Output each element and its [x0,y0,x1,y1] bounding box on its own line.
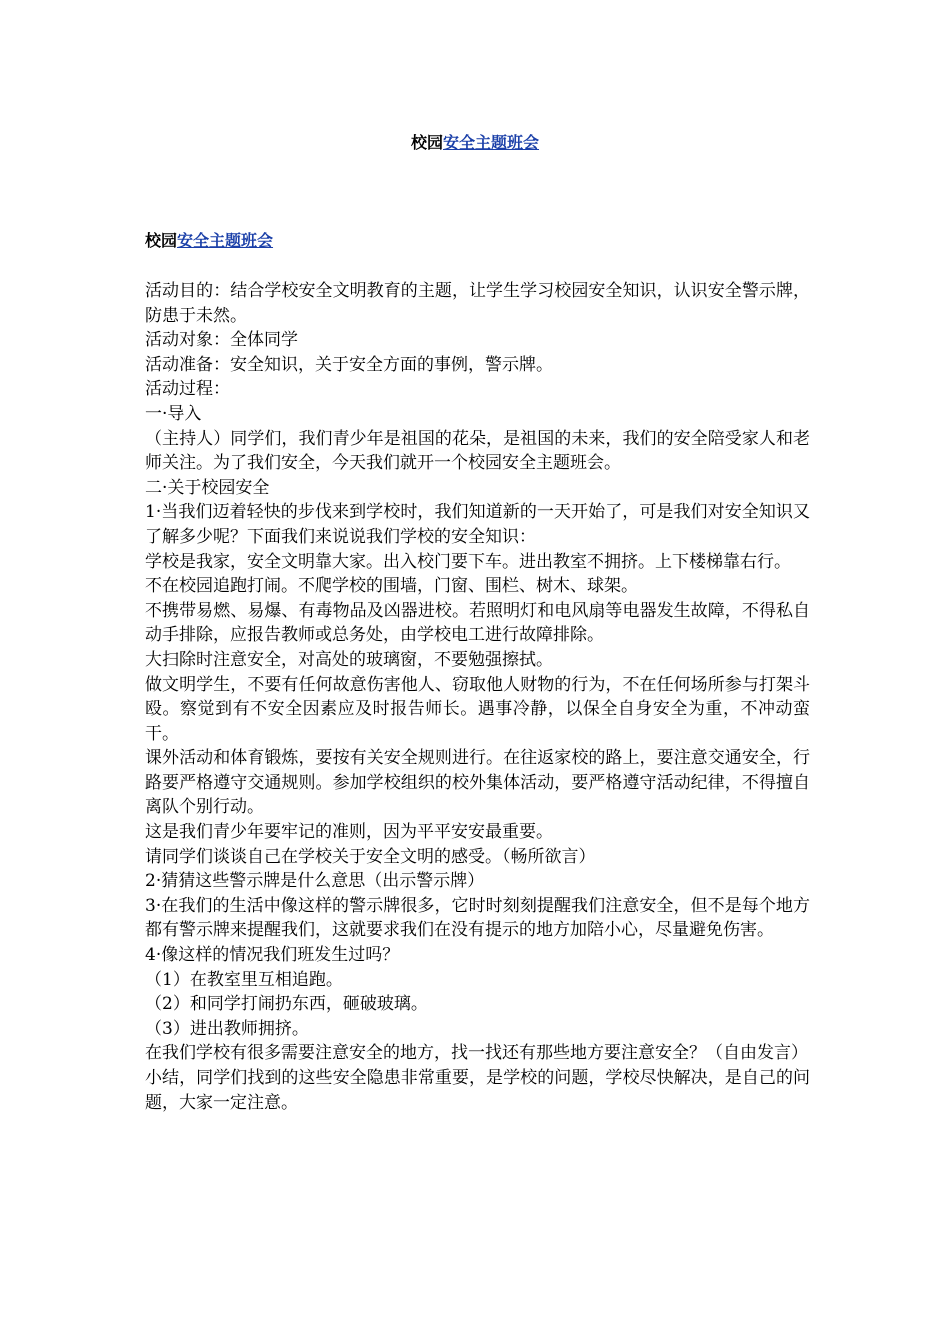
heading-introduction: 一·导入 [145,403,202,424]
paragraph-item-4: 4·像这样的情况我们班发生过吗？ [145,945,400,966]
paragraph-process: 活动过程： [145,379,230,400]
paragraph-purpose: 活动目的：结合学校安全文明教育的主题，让学生学习校园安全知识，认识安全警示牌，防患于未然。 [145,281,810,326]
paragraph-rule-no-running: 不在校园追跑打闹。不爬学校的围墙，门窗、围栏、树木、球架。 [145,576,638,597]
list-item: （2）和同学打闹扔东西，砸破玻璃。 [145,994,428,1015]
paragraph-host-intro: （主持人）同学们，我们青少年是祖国的花朵，是祖国的未来，我们的安全陪受家人和老师关注。为了我们安全，今天我们就开一个校园安全主题班会。 [145,428,810,474]
subtitle-prefix: 校园 [145,231,178,250]
heading-campus-safety: 二·关于校园安全 [145,477,270,498]
paragraph-item-2: 2·猜猜这些警示牌是什么意思（出示警示牌） [145,871,485,892]
list-item: （3）进出教师拥挤。 [145,1018,309,1039]
paragraph-item-1: 1·当我们迈着轻快的步伐来到学校时，我们知道新的一天开始了，可是我们对安全知识又了解多少呢？下面我们来说说我们学校的安全知识： [145,502,810,547]
paragraph-discussion: 请同学们谈谈自己在学校关于安全文明的感受。（畅所欲言） [145,846,596,867]
subtitle-link[interactable]: 安全主题班会 [177,231,274,250]
title-link[interactable]: 安全主题班会 [443,133,540,152]
body-text [145,279,810,1115]
paragraph-rule-cleaning: 大扫除时注意安全，对高处的玻璃窗，不要勉强擦拭。 [145,649,553,670]
paragraph-item-3: 3·在我们的生活中像这样的警示牌很多，它时时刻刻提醒我们注意安全，但不是每个地方都有警示牌来提醒我们，这就要求我们在没有提示的地方加陪小心，尽量避免伤害。 [145,895,810,941]
paragraph-preparation: 活动准备：安全知识，关于安全方面的事例，警示牌。 [145,354,553,375]
title-prefix: 校园 [410,133,443,152]
paragraph-rule-civilized: 做文明学生，不要有任何故意伤害他人、窃取他人财物的行为，不在任何场所参与打架斗殴。察觉到有不安全因素应及时报告师长。遇事冷静，以保全自身安全为重，不冲动蛮干。 [145,674,810,744]
document-title [0,132,950,154]
section-heading [145,230,273,252]
paragraph-audience: 活动对象：全体同学 [145,330,298,351]
list-item: （1）在教室里互相追跑。 [145,969,343,990]
paragraph-principle: 这是我们青少年要牢记的准则，因为平平安安最重要。 [145,822,553,843]
paragraph-rule-hazardous: 不携带易燃、易爆、有毒物品及凶器进校。若照明灯和电风扇等电器发生故障，不得私自动手排除，应报告教师或总务处，由学校电工进行故障排除。 [145,600,810,646]
paragraph-find-hazards: 在我们学校有很多需要注意安全的地方，找一找还有那些地方要注意安全？（自由发言） [145,1043,808,1064]
paragraph-rule-activities: 课外活动和体育锻炼，要按有关安全规则进行。在往返家校的路上，要注意交通安全，行路要严格遵守交通规则。参加学校组织的校外集体活动，要严格遵守活动纪律，不得擅自离队个别行动。 [145,748,810,818]
paragraph-summary: 小结，同学们找到的这些安全隐患非常重要，是学校的问题，学校尽快解决，是自己的问题，大家一定注意。 [145,1068,810,1113]
paragraph-rule-home: 学校是我家，安全文明靠大家。出入校门要下车。进出教室不拥挤。上下楼梯靠右行。 [145,551,791,572]
